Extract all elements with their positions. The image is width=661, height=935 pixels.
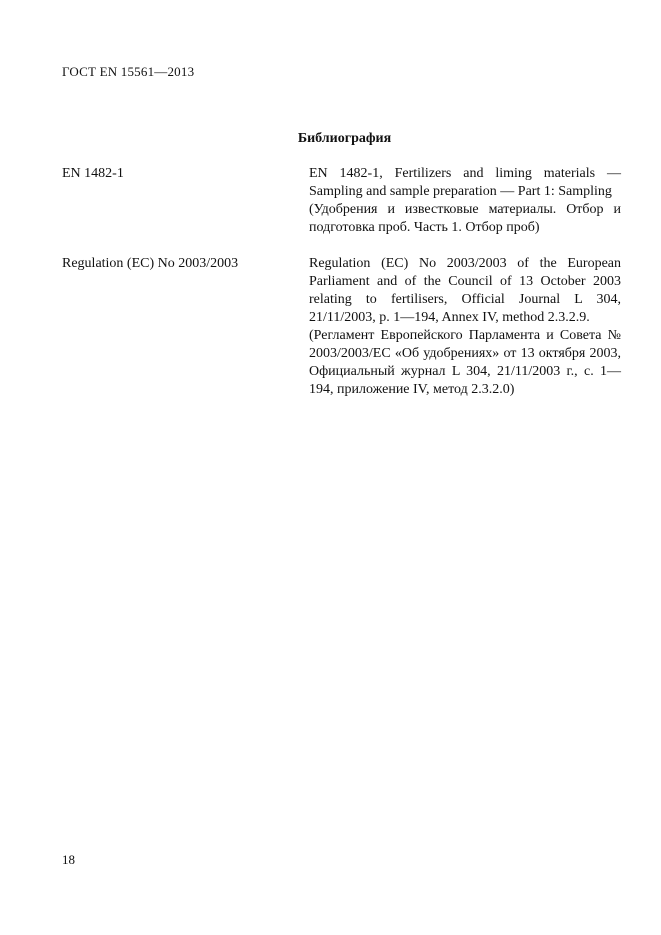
- bibliography-entry-description-en: EN 1482-1, Fertilizers and liming materials — Sampling and sample preparation — Part 1: Sampling: [309, 166, 621, 199]
- bibliography-entry-code: Regulation (EC) No 2003/2003: [62, 256, 239, 271]
- bibliography-entry-description-ru: (Регламент Европейского Парламента и Совета № 2003/2003/ЕС «Об удобрениях» от 13 октября 2003, Официальный журнал L 304, 21/11/2003 г., с. 1—194, приложение IV, метод 2.3.2.0): [309, 328, 621, 397]
- bibliography-entry-description-ru: (Удобрения и известковые материалы. Отбор и подготовка проб. Часть 1. Отбор проб): [309, 202, 621, 235]
- bibliography-entry-description-en: Regulation (EC) No 2003/2003 of the European Parliament and of the Council of 13 October 2003 relating to fertilisers, Official Journal L 304, 21/11/2003, p. 1—194, Annex IV, method 2.3.2.9.: [309, 256, 621, 325]
- bibliography-title: Библиография: [297, 131, 392, 146]
- page-header-standard-code: ГОСТ EN 15561—2013: [62, 64, 195, 79]
- bibliography-entry-description: [309, 255, 621, 399]
- bibliography-entry-code: EN 1482-1: [62, 166, 124, 181]
- page-number: 18: [62, 852, 75, 867]
- bibliography-entry-description: [309, 165, 621, 237]
